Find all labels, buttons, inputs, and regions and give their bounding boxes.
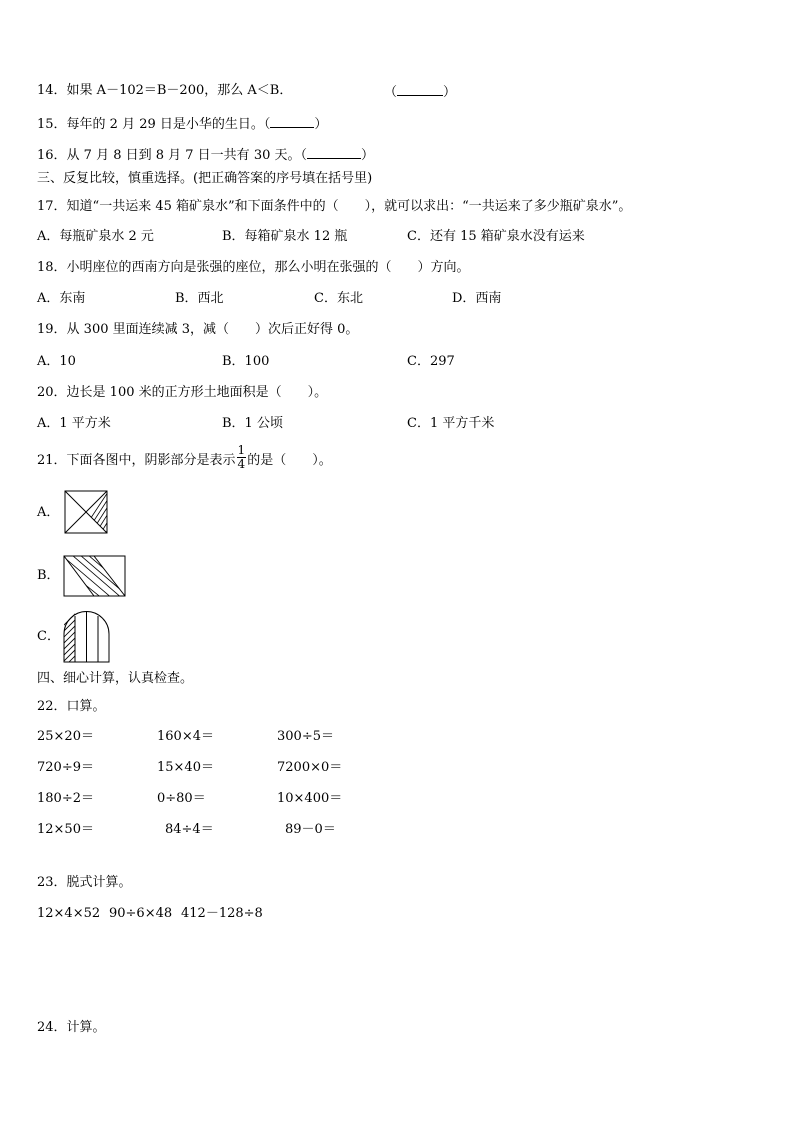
fraction: $\frac{1}{4}$	[237, 443, 246, 471]
calc-item[interactable]: 7200×0＝	[277, 760, 343, 775]
q16-text: 16．从 7 月 8 日到 8 月 7 日一共有 30 天。（	[37, 148, 307, 163]
q18-option-d[interactable]: D．西南	[452, 291, 502, 306]
answer-blank[interactable]	[270, 115, 314, 128]
q14-answer-box[interactable]: （ ）	[384, 85, 457, 100]
calc-item[interactable]: 89－0＝	[285, 822, 336, 837]
calc-item[interactable]: 160×4＝	[157, 729, 214, 744]
q22-title: 22．口算。	[37, 699, 106, 714]
q14	[37, 83, 292, 99]
q15-text: 15．每年的 2 月 29 日是小华的生日。（	[37, 117, 271, 132]
q15: 15．每年的 2 月 29 日是小华的生日。（ ）	[37, 117, 328, 132]
answer-blank[interactable]	[397, 83, 443, 96]
q23-title: 23．脱式计算。	[37, 875, 132, 890]
calc-item[interactable]: 300÷5＝	[277, 729, 334, 744]
q18-option-b[interactable]: B．西北	[175, 291, 224, 306]
q19-option-a[interactable]: A．10	[37, 354, 76, 369]
calc-item[interactable]: 12×50＝	[37, 822, 94, 837]
figure-a-square[interactable]	[64, 490, 108, 534]
answer-blank[interactable]	[307, 146, 361, 159]
q19-option-b[interactable]: B．100	[222, 354, 270, 369]
q17-option-b[interactable]: B．每箱矿泉水 12 瓶	[222, 229, 348, 244]
expression-item[interactable]: 12×4×52	[37, 906, 101, 921]
q19-option-c[interactable]: C．297	[407, 354, 455, 369]
section-heading: 四、细心计算，认真检查。	[37, 671, 194, 686]
q14-text: 14．如果 A－102＝B－200，那么 A＜B．	[37, 83, 293, 98]
q18-option-a[interactable]: A．东南	[37, 291, 86, 306]
calc-item[interactable]: 0÷80＝	[157, 791, 206, 806]
figure-b-rectangle[interactable]	[63, 555, 126, 597]
q20-option-b[interactable]: B．1 公顷	[222, 416, 283, 431]
q20-stem: 20．边长是 100 米的正方形土地面积是（ ）。	[37, 385, 328, 400]
q19-stem: 19．从 300 里面连续减 3，减（ ）次后正好得 0。	[37, 322, 359, 337]
q17-option-c[interactable]: C．还有 15 箱矿泉水没有运来	[407, 229, 585, 244]
q20-option-a[interactable]: A．1 平方米	[37, 416, 111, 431]
q20-option-c[interactable]: C．1 平方千米	[407, 416, 495, 431]
q18-stem: 18．小明座位的西南方向是张强的座位，那么小明在张强的（ ）方向。	[37, 260, 470, 275]
calc-item[interactable]: 720÷9＝	[37, 760, 94, 775]
expression-item[interactable]: 412－128÷8	[181, 906, 263, 921]
q21-stem: 21．下面各图中，阴影部分是表示 $\frac{1}{4}$ 的是（ ）。	[37, 443, 332, 471]
calc-item[interactable]: 10×400＝	[277, 791, 343, 806]
expression-item[interactable]: 90÷6×48	[109, 906, 173, 921]
calc-item[interactable]: 180÷2＝	[37, 791, 94, 806]
section-heading: 三、反复比较，慎重选择。(把正确答案的序号填在括号里)	[37, 171, 373, 186]
q21-label-c[interactable]: C．	[37, 629, 60, 644]
calc-item[interactable]: 25×20＝	[37, 729, 94, 744]
q21-label-a[interactable]: A．	[37, 505, 60, 520]
q17-option-a[interactable]: A．每瓶矿泉水 2 元	[37, 229, 154, 244]
q24-title: 24．计算。	[37, 1020, 106, 1035]
q21-label-b[interactable]: B．	[37, 568, 60, 583]
q17-stem: 17．知道“一共运来 45 箱矿泉水”和下面条件中的（ ），就可以求出：“一共运来了多少瓶矿泉水”。	[37, 199, 632, 214]
calc-item[interactable]: 84÷4＝	[165, 822, 214, 837]
calc-item[interactable]: 15×40＝	[157, 760, 214, 775]
q16: 16．从 7 月 8 日到 8 月 7 日一共有 30 天。（ ）	[37, 148, 375, 163]
q18-option-c[interactable]: C．东北	[314, 291, 363, 306]
figure-c-arch[interactable]	[63, 611, 110, 663]
